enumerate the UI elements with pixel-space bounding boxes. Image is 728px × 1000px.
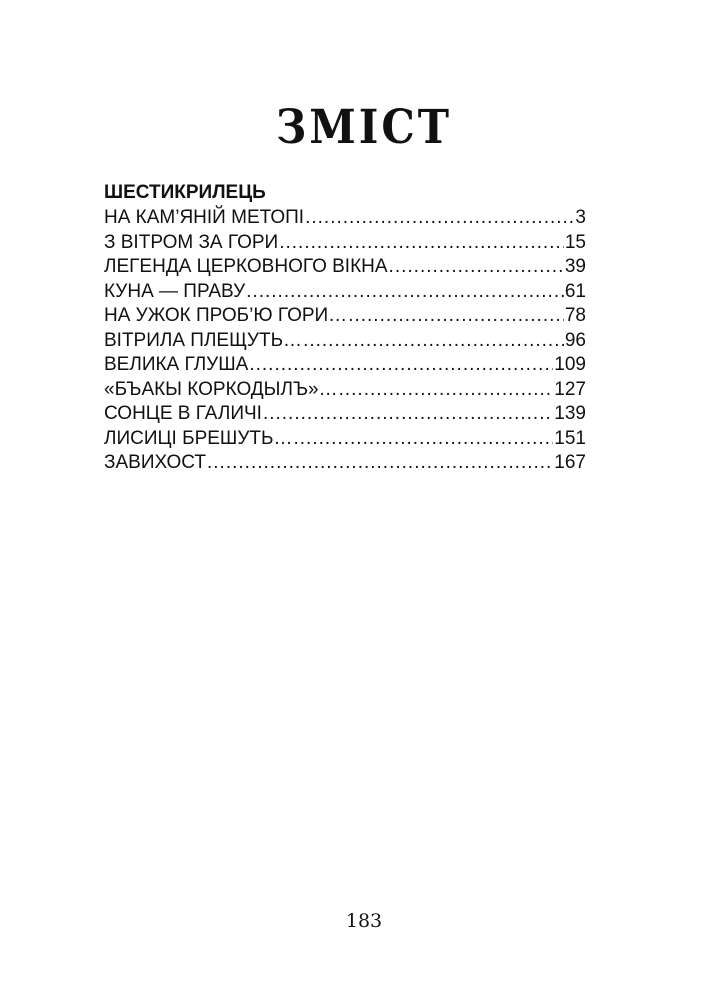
toc-entry <box>104 329 586 354</box>
table-of-contents <box>104 180 586 476</box>
dot-leader <box>249 353 553 378</box>
toc-entry-title: НА КАМ’ЯНІЙ МЕТОПІ <box>104 207 305 228</box>
dot-leader <box>263 402 553 427</box>
toc-entry-title: ВІТРИЛА ПЛЕЩУТЬ… <box>104 329 303 351</box>
toc-entry <box>104 206 586 231</box>
toc-entry-title: З ВІТРОМ ЗА ГОРИ <box>104 231 279 253</box>
dot-leader <box>303 329 564 354</box>
toc-entry-page: 61 <box>564 280 586 302</box>
toc-entry-title: «БЪАКЫ КОРКОДЫЛЪ»… <box>104 378 338 400</box>
dot-leader <box>348 304 564 329</box>
toc-entry-page: 96 <box>564 329 586 351</box>
toc-entry-page: 109 <box>554 354 586 375</box>
toc-entry-page: 139 <box>554 403 586 424</box>
page-number: 183 <box>345 910 383 932</box>
toc-entry <box>104 304 586 329</box>
toc-entry-title: ЛИСИЦІ БРЕШУТЬ… <box>104 427 293 449</box>
section-heading: ШЕСТИКРИЛЕЦЬ <box>104 182 266 203</box>
dot-leader <box>279 231 564 256</box>
dot-leader <box>389 255 564 280</box>
toc-entry-title: ЛЕГЕНДА ЦЕРКОВНОГО ВІКНА <box>104 256 388 277</box>
dot-leader <box>207 451 553 476</box>
toc-entry-page: 3 <box>575 207 586 228</box>
dot-leader <box>305 206 574 231</box>
toc-entry-page: 151 <box>554 427 586 449</box>
toc-entry <box>104 231 586 256</box>
toc-entry-page: 39 <box>564 256 586 277</box>
toc-entry-page: 127 <box>554 378 586 400</box>
toc-entry <box>104 353 586 378</box>
toc-entry <box>104 378 586 403</box>
toc-entry-page: 78 <box>564 305 586 326</box>
toc-entry <box>104 255 586 280</box>
toc-entry <box>104 402 586 427</box>
dot-leader <box>339 378 554 403</box>
page-title: ЗМІСТ <box>275 99 453 155</box>
toc-entry-title: КУНА — ПРАВУ <box>104 280 246 302</box>
toc-entry <box>104 280 586 305</box>
toc-entry-title: СОНЦЕ В ГАЛИЧІ <box>104 403 262 424</box>
dot-leader <box>294 427 554 452</box>
toc-entry-page: 167 <box>554 452 586 473</box>
toc-entry <box>104 427 586 452</box>
dot-leader <box>246 280 564 305</box>
toc-entry <box>104 451 586 476</box>
toc-entry-page: 15 <box>564 231 586 253</box>
toc-entry-title: НА УЖОК ПРОБ’Ю ГОРИ… <box>104 305 348 326</box>
toc-entry-title: ЗАВИХОСТ <box>104 452 206 473</box>
toc-entry-title: ВЕЛИКА ГЛУША <box>104 354 249 375</box>
